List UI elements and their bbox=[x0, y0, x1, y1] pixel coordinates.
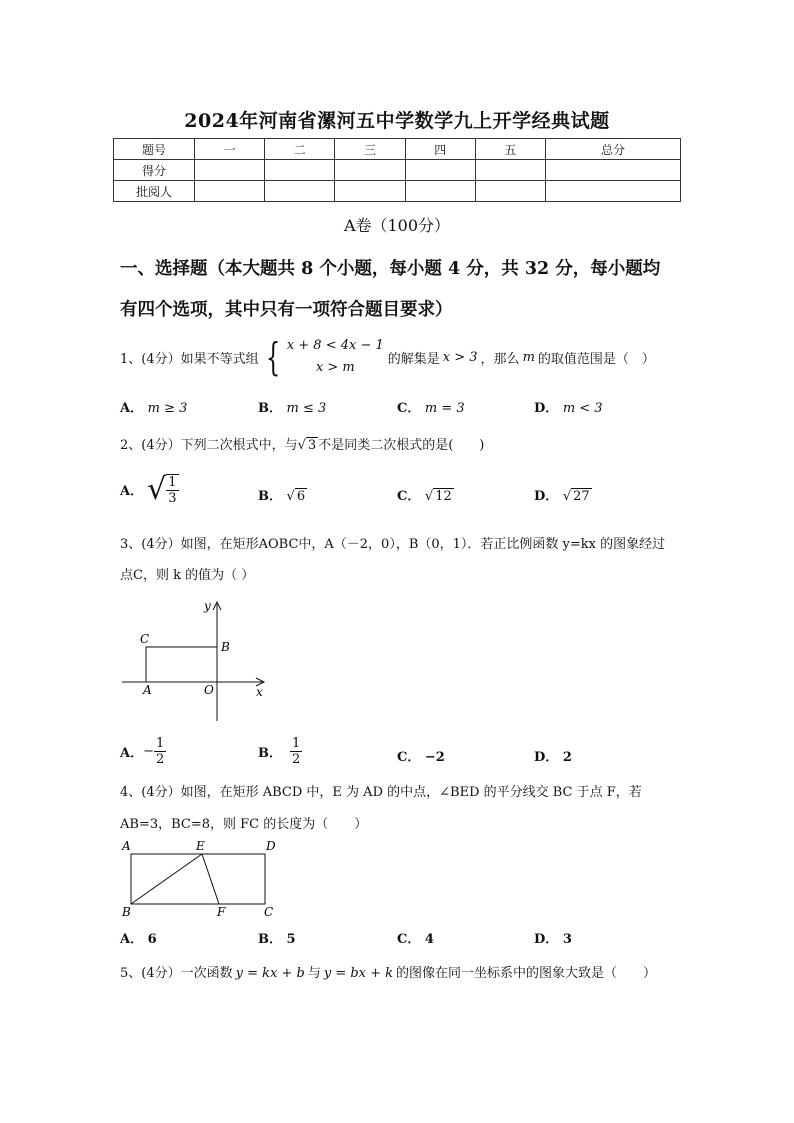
q1-suffix2: 的取值范围是（ ） bbox=[537, 351, 655, 367]
sqrt-icon: √ bbox=[424, 489, 434, 504]
label-b: B bbox=[221, 640, 230, 654]
q1-suffix: ，那么 bbox=[480, 351, 520, 367]
table-header-cell: 总分 bbox=[546, 139, 681, 160]
label-b: B bbox=[122, 905, 131, 919]
q4-option-d[interactable]: D． 3 bbox=[534, 932, 572, 947]
table-row bbox=[114, 139, 681, 160]
segment-be bbox=[131, 854, 202, 904]
label-d: D bbox=[266, 839, 276, 853]
table-header-cell: 二 bbox=[265, 139, 335, 160]
q2-option-b[interactable]: B． √ 6 bbox=[258, 489, 306, 504]
question-5 bbox=[120, 962, 656, 981]
table-cell[interactable] bbox=[546, 181, 681, 202]
question-4-line2: AB=3，BC=8，则 FC 的长度为（ ） bbox=[120, 817, 368, 832]
row-label: 得分 bbox=[114, 160, 195, 181]
q2-option-d[interactable]: D． √ 27 bbox=[534, 489, 590, 504]
page-title: 2024年河南省漯河五中学数学九上开学经典试题 bbox=[184, 110, 610, 132]
row-label: 批阅人 bbox=[114, 181, 195, 202]
table-cell[interactable] bbox=[195, 181, 265, 202]
table-cell[interactable] bbox=[265, 181, 335, 202]
rectangle-aobc bbox=[146, 647, 217, 682]
q1-option-b[interactable]: B． m ≤ 3 bbox=[258, 401, 327, 416]
table-header-cell: 题号 bbox=[114, 139, 195, 160]
label-y: y bbox=[204, 599, 211, 613]
table-cell[interactable] bbox=[546, 160, 681, 181]
q2-option-c[interactable]: C． √ 12 bbox=[397, 489, 452, 504]
sqrt-icon: √ bbox=[562, 489, 572, 504]
q1-option-c[interactable]: C． m = 3 bbox=[397, 401, 465, 416]
q2-prefix: 2、(4分）下列二次根式中，与 bbox=[120, 438, 298, 453]
q5-function-2: y = bx + k bbox=[323, 966, 394, 981]
table-cell[interactable] bbox=[335, 181, 405, 202]
q1-inequality-2: x > m bbox=[315, 360, 355, 375]
brace-icon: { bbox=[265, 335, 280, 379]
section-heading-line2: 有四个选项，其中只有一项符合题目要求） bbox=[120, 300, 453, 320]
question-2 bbox=[120, 434, 484, 453]
table-cell[interactable] bbox=[475, 160, 545, 181]
table-row bbox=[114, 160, 681, 181]
table-cell[interactable] bbox=[335, 160, 405, 181]
q4-option-c[interactable]: C． 4 bbox=[397, 932, 434, 947]
label-e: E bbox=[196, 839, 205, 853]
q4-option-b[interactable]: B． 5 bbox=[258, 932, 296, 947]
label-c: C bbox=[140, 632, 150, 646]
label-a: A bbox=[122, 839, 131, 853]
sqrt-icon: √ bbox=[297, 438, 306, 453]
table-cell[interactable] bbox=[405, 181, 475, 202]
question-4-line1: 4、(4分）如图，在矩形 ABCD 中，E 为 AD 的中点，∠BED 的平分线交 BC 于点 F，若 bbox=[120, 785, 642, 800]
q1-option-a[interactable]: A． m ≥ 3 bbox=[120, 401, 188, 416]
table-header-cell: 四 bbox=[405, 139, 475, 160]
table-cell[interactable] bbox=[265, 160, 335, 181]
q3-option-a[interactable]: A． − $\frac{1}{2}$ bbox=[120, 736, 165, 767]
q1-mid: 的解集是 bbox=[387, 351, 440, 367]
label-x: x bbox=[256, 685, 263, 699]
section-heading-line1: 一、选择题（本大题共 8 个小题，每小题 4 分，共 32 分，每小题均 bbox=[120, 259, 661, 279]
question-3-line2: 点C，则 k 的值为（ ） bbox=[120, 568, 255, 583]
q3-option-b[interactable]: B． $\frac{1}{2}$ bbox=[258, 736, 301, 767]
segment-ef bbox=[202, 854, 219, 904]
q1-inequality-1: x + 8 < 4x − 1 bbox=[286, 338, 384, 353]
label-a: A bbox=[143, 683, 152, 697]
table-header-cell: 一 bbox=[195, 139, 265, 160]
q3-figure bbox=[118, 596, 268, 726]
q3-option-c[interactable]: C． −2 bbox=[397, 750, 445, 765]
table-cell[interactable] bbox=[405, 160, 475, 181]
q5-prefix: 5、(4分）一次函数 bbox=[120, 966, 233, 981]
q1-option-d[interactable]: D． m < 3 bbox=[534, 401, 603, 416]
q4-figure bbox=[118, 838, 283, 922]
q1-prefix: 1、(4分）如果不等式组 bbox=[120, 351, 259, 367]
section-subtitle: A卷（100分） bbox=[343, 216, 451, 235]
question-1 bbox=[120, 332, 655, 382]
rectangle-abcd bbox=[131, 854, 265, 904]
q5-function-1: y = kx + b bbox=[235, 966, 305, 981]
sqrt-icon: √ bbox=[147, 472, 167, 507]
table-row bbox=[114, 181, 681, 202]
table-header-cell: 五 bbox=[475, 139, 545, 160]
q3-option-d[interactable]: D． 2 bbox=[534, 750, 572, 765]
q2-option-a[interactable]: A． √ $\frac{1}{3}$ bbox=[120, 472, 177, 507]
label-o: O bbox=[204, 683, 214, 697]
label-f: F bbox=[217, 905, 226, 919]
sqrt-icon: √ bbox=[286, 489, 295, 504]
table-header-cell: 三 bbox=[335, 139, 405, 160]
q1-condition: x > 3 bbox=[442, 349, 478, 365]
q2-suffix: 不是同类二次根式的是( ) bbox=[318, 438, 485, 453]
table-cell[interactable] bbox=[195, 160, 265, 181]
score-table bbox=[113, 138, 681, 202]
q1-variable: m bbox=[522, 349, 535, 365]
q5-suffix: 的图像在同一坐标系中的图象大致是（ ） bbox=[396, 966, 657, 981]
label-c: C bbox=[264, 905, 274, 919]
q5-mid: 与 bbox=[307, 966, 321, 981]
q2-radicand: 3 bbox=[307, 438, 317, 453]
q4-option-a[interactable]: A． 6 bbox=[120, 932, 157, 947]
question-3-line1: 3、(4分）如图，在矩形AOBC中，A（－2，0），B（0，1）．若正比例函数 y=kx 的图象经过 bbox=[120, 537, 666, 552]
table-cell[interactable] bbox=[475, 181, 545, 202]
